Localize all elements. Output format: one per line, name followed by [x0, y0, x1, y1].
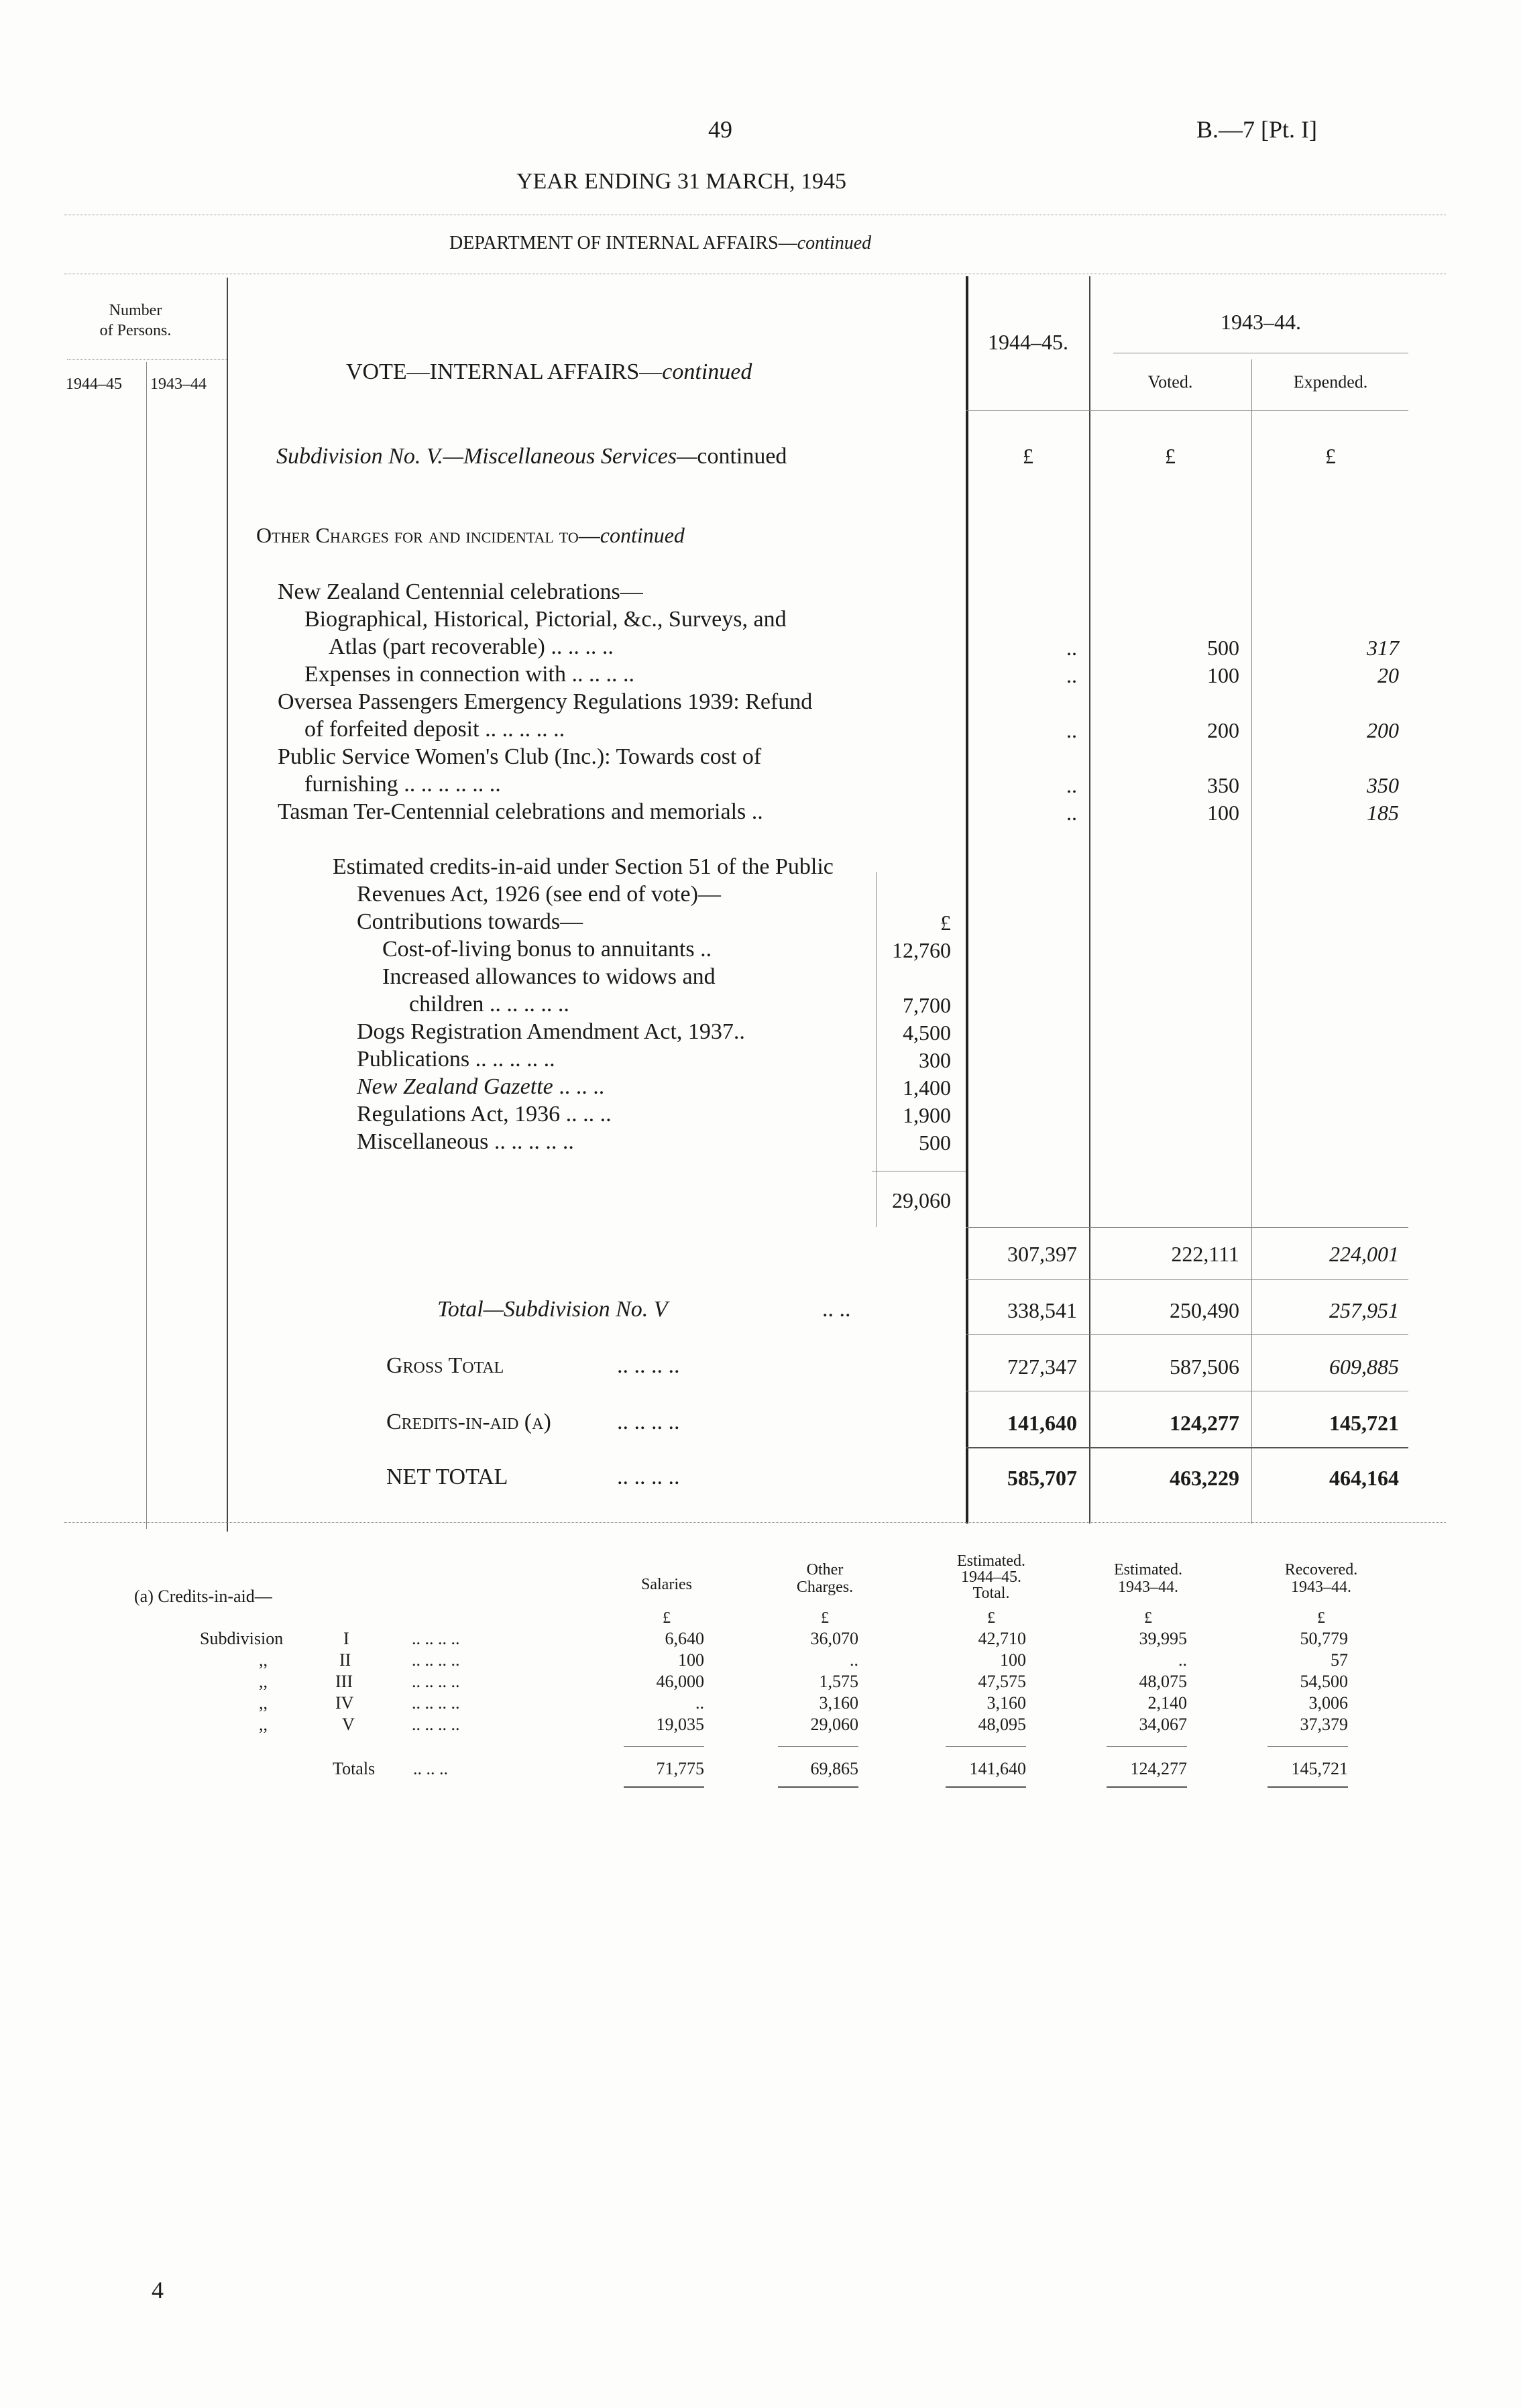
footnote-double-rule-rec	[1268, 1786, 1348, 1788]
footnote-total-rule-est	[946, 1746, 1026, 1747]
footnote-row-salaries: 19,035	[656, 1715, 704, 1734]
footnote-row-est43: 2,140	[1147, 1693, 1187, 1713]
footnote-header-est-line1: Estimated.	[957, 1552, 1025, 1570]
footnote-header-other-line2: Charges.	[796, 1579, 854, 1596]
credits-contributions-label: Contributions towards—	[357, 909, 583, 934]
persons-year-1944-45: 1944–45	[66, 376, 122, 393]
item-estimate: ..	[1066, 801, 1077, 825]
credits-in-aid-dots: .. .. .. ..	[617, 1410, 680, 1434]
net-total-label: NET TOTAL	[386, 1465, 508, 1489]
credits-in-aid-label: Credits-in-aid (a)	[386, 1410, 551, 1434]
item-text: Atlas (part recoverable) .. .. .. ..	[329, 634, 614, 659]
item-voted: 100	[1207, 663, 1239, 687]
total-subdivision-voted: 250,490	[1170, 1298, 1239, 1322]
footnote-row-number: V	[342, 1715, 355, 1734]
item-text: Tasman Ter-Centennial celebrations and memorials ..	[278, 799, 763, 824]
credits-intro-line1: Estimated credits-in-aid under Section 51 of the Public	[333, 854, 834, 879]
credit-line-text: Dogs Registration Amendment Act, 1937..	[357, 1019, 745, 1044]
footnote-header-recovered	[1261, 1561, 1382, 1596]
item-text: New Zealand Centennial celebrations—	[278, 579, 643, 604]
estimate-year-header: 1944–45.	[988, 330, 1068, 354]
footnote-row-rec: 57	[1331, 1650, 1348, 1670]
credit-line-text: Increased allowances to widows and	[382, 964, 716, 989]
footnote-row-other: 36,070	[810, 1629, 858, 1648]
footnote-total-rule-other	[778, 1746, 858, 1747]
item-voted: 500	[1207, 636, 1239, 660]
footnote-total-rule-rec	[1268, 1746, 1348, 1747]
credit-line-text-italic: New Zealand Gazette	[357, 1074, 553, 1099]
footnote-row-salaries: 100	[678, 1650, 704, 1670]
footnote-row-salaries: ..	[695, 1693, 704, 1713]
footnote-double-rule-est	[946, 1786, 1026, 1788]
footnote-label: (a) Credits-in-aid—	[134, 1587, 272, 1606]
subtotal-estimate: 307,397	[1007, 1242, 1077, 1266]
subtotal-rule	[966, 1227, 1408, 1228]
footnote-double-rule-other	[778, 1786, 858, 1788]
number-of-persons-line2: of Persons.	[99, 322, 172, 339]
credits-in-aid-expended: 145,721	[1329, 1411, 1399, 1435]
item-estimate: ..	[1066, 636, 1077, 660]
vote-title-main: VOTE—INTERNAL AFFAIRS—	[346, 359, 663, 384]
footnote-row-label: ,,	[259, 1672, 268, 1691]
footnote-row-dots: .. .. .. ..	[412, 1629, 460, 1648]
footnote-row-salaries: 6,640	[665, 1629, 704, 1648]
footnote-row-est43: 39,995	[1139, 1629, 1187, 1648]
item-voted: 100	[1207, 801, 1239, 825]
column-header-bottom-rule	[966, 410, 1408, 411]
total-subdivision-label: Total—Subdivision No. V	[437, 1297, 668, 1322]
credit-line-value: 300	[919, 1048, 951, 1072]
item-text: Biographical, Historical, Pictorial, &c., Surveys, and	[304, 607, 787, 632]
footnote-header-other-line1: Other	[806, 1561, 844, 1579]
credits-in-aid-voted: 124,277	[1170, 1411, 1239, 1435]
footnote-row-number: I	[343, 1629, 349, 1648]
gross-total-estimate: 727,347	[1007, 1355, 1077, 1379]
subdivision-title-plain: continued	[697, 444, 787, 469]
footnote-row-number: IV	[335, 1693, 354, 1713]
persons-column-border	[227, 278, 228, 1532]
item-estimate: ..	[1066, 663, 1077, 687]
subtotal-voted: 222,111	[1171, 1242, 1239, 1266]
footnote-row-est: 48,095	[978, 1715, 1026, 1734]
page-footer-number: 4	[152, 2277, 164, 2303]
footnote-row-est: 42,710	[978, 1629, 1026, 1648]
net-total-voted: 463,229	[1170, 1466, 1239, 1490]
item-expended: 317	[1367, 636, 1399, 660]
subtotal-expended: 224,001	[1329, 1242, 1399, 1266]
department-heading-main: DEPARTMENT OF INTERNAL AFFAIRS—	[449, 233, 797, 253]
gross-total-rule	[966, 1334, 1408, 1335]
footnote-row-other: 3,160	[819, 1693, 858, 1713]
footnote-totals-dots: .. .. ..	[413, 1759, 448, 1778]
footnote-row-other: 29,060	[810, 1715, 858, 1734]
footnote-header-estimated-1943-44	[1088, 1561, 1208, 1596]
footnote-row-dots: .. .. .. ..	[412, 1693, 460, 1713]
subtotal-bottom-rule	[966, 1279, 1408, 1280]
footnote-pound-other: £	[821, 1609, 829, 1627]
credit-line-text: Regulations Act, 1936 .. .. ..	[357, 1102, 612, 1127]
gross-total-voted: 587,506	[1170, 1355, 1239, 1379]
footnote-header-est43-line2: 1943–44.	[1118, 1579, 1178, 1596]
footnote-row-salaries: 46,000	[656, 1672, 704, 1691]
number-of-persons-line1: Number	[109, 302, 162, 319]
credit-line-value: 12,760	[892, 938, 951, 962]
voted-header: Voted.	[1147, 372, 1193, 392]
footnote-totals-rec: 145,721	[1291, 1759, 1348, 1778]
credit-line-value: 7,700	[903, 993, 951, 1017]
item-expended: 20	[1377, 663, 1399, 687]
credit-line-value: 1,400	[903, 1076, 951, 1100]
footnote-totals-label: Totals	[333, 1759, 376, 1778]
footnote-totals-est: 141,640	[969, 1759, 1026, 1778]
footnote-header-other	[771, 1561, 879, 1596]
credit-line-text: Miscellaneous .. .. .. .. ..	[357, 1129, 574, 1154]
credit-line-value: 1,900	[903, 1103, 951, 1127]
net-total-expended: 464,164	[1329, 1466, 1399, 1490]
item-text: furnishing .. .. .. .. .. ..	[304, 772, 501, 797]
footnote-row-dots: .. .. .. ..	[412, 1672, 460, 1691]
credit-line-text: Cost-of-living bonus to annuitants ..	[382, 937, 712, 962]
gross-total-dots: .. .. .. ..	[617, 1353, 680, 1378]
footnote-row-est43: ..	[1178, 1650, 1187, 1670]
footnote-pound-est43: £	[1144, 1609, 1152, 1627]
credit-line-value: 4,500	[903, 1021, 951, 1045]
footnote-total-rule-salaries	[624, 1746, 704, 1747]
number-of-persons-label	[64, 300, 207, 341]
document-reference: B.—7 [Pt. I]	[1196, 116, 1317, 143]
credits-total: 29,060	[892, 1188, 951, 1212]
item-voted: 200	[1207, 718, 1239, 742]
vote-title	[346, 358, 752, 386]
item-expended: 185	[1367, 801, 1399, 825]
footnote-header-estimated-1944-45	[931, 1553, 1052, 1601]
footnote-header-est43-line1: Estimated.	[1114, 1561, 1182, 1579]
footnote-row-rec: 54,500	[1300, 1672, 1348, 1691]
total-subdivision-estimate: 338,541	[1007, 1298, 1077, 1322]
voted-expended-divider	[1251, 359, 1252, 1524]
footnote-row-number: III	[335, 1672, 353, 1691]
estimate-pound-sign: £	[1023, 444, 1033, 468]
item-text: of forfeited deposit .. .. .. .. ..	[304, 717, 565, 742]
page-number: 49	[708, 116, 732, 143]
footnote-row-label: ,,	[259, 1693, 268, 1713]
footnote-header-salaries: Salaries	[641, 1576, 692, 1593]
item-text: Expenses in connection with .. .. .. ..	[304, 662, 634, 687]
footnote-pound-est: £	[987, 1609, 995, 1627]
vote-title-italic: continued	[662, 359, 752, 384]
credit-line-text	[357, 1073, 604, 1100]
footnote-header-rec-line2: 1943–44.	[1291, 1579, 1351, 1596]
footnote-row-label: ,,	[259, 1650, 268, 1670]
item-text: Public Service Women's Club (Inc.): Towards cost of	[278, 744, 762, 769]
credits-intro-line2: Revenues Act, 1926 (see end of vote)—	[357, 882, 721, 907]
total-subdivision-expended: 257,951	[1329, 1298, 1399, 1322]
department-heading	[449, 232, 871, 255]
footnote-row-est43: 34,067	[1139, 1715, 1187, 1734]
other-charges-heading	[256, 522, 685, 549]
subdivision-title	[276, 443, 787, 470]
footnote-row-est: 3,160	[987, 1693, 1026, 1713]
credit-line-text-suffix: .. .. ..	[553, 1074, 605, 1099]
credits-pound-sign: £	[940, 911, 951, 935]
item-estimate: ..	[1066, 773, 1077, 797]
item-estimate: ..	[1066, 718, 1077, 742]
persons-year-divider	[146, 362, 147, 1529]
footnote-row-number: II	[339, 1650, 351, 1670]
other-charges-heading-main: Other Charges for and incidental to—	[256, 523, 600, 547]
subdivision-title-italic: Subdivision No. V.—Miscellaneous Services—	[276, 444, 697, 469]
footnote-double-rule-salaries	[624, 1786, 704, 1788]
footnote-double-rule-est43	[1107, 1786, 1187, 1788]
expended-header: Expended.	[1293, 372, 1368, 392]
footnote-header-est-line3: Total.	[972, 1585, 1010, 1602]
prior-year-header: 1943–44.	[1221, 310, 1301, 334]
footnote-row-est43: 48,075	[1139, 1672, 1187, 1691]
footnote-row-other: 1,575	[819, 1672, 858, 1691]
footnote-totals-other: 69,865	[810, 1759, 858, 1778]
estimate-column-left-border	[966, 276, 968, 1524]
net-total-rule	[966, 1447, 1408, 1448]
footnote-pound-rec: £	[1317, 1609, 1325, 1627]
voted-pound-sign: £	[1165, 444, 1176, 468]
footnote-pound-salaries: £	[663, 1609, 671, 1627]
table-bottom-rule	[64, 1522, 1446, 1523]
footnote-row-label: ,,	[259, 1715, 268, 1734]
footnote-row-dots: .. .. .. ..	[412, 1650, 460, 1670]
footnote-row-dots: .. .. .. ..	[412, 1715, 460, 1734]
total-subdivision-dots: .. ..	[822, 1297, 851, 1322]
footnote-row-rec: 50,779	[1300, 1629, 1348, 1648]
footnote-total-rule-est43	[1107, 1746, 1187, 1747]
footnote-row-other: ..	[850, 1650, 858, 1670]
footnote-row-est: 47,575	[978, 1672, 1026, 1691]
item-text: Oversea Passengers Emergency Regulations 1939: Refund	[278, 689, 813, 714]
persons-year-1943-44: 1943–44	[150, 376, 207, 393]
persons-header-rule	[67, 359, 227, 360]
credit-line-text: Publications .. .. .. .. ..	[357, 1047, 555, 1072]
item-voted: 350	[1207, 773, 1239, 797]
credit-line-text: children .. .. .. .. ..	[409, 992, 569, 1017]
expended-pound-sign: £	[1325, 444, 1336, 468]
credit-line-value: 500	[919, 1131, 951, 1155]
footnote-row-label: Subdivision	[200, 1629, 284, 1648]
page-title: YEAR ENDING 31 MARCH, 1945	[516, 169, 847, 194]
item-expended: 200	[1367, 718, 1399, 742]
footnote-row-rec: 3,006	[1308, 1693, 1348, 1713]
item-expended: 350	[1367, 773, 1399, 797]
footnote-totals-salaries: 71,775	[656, 1759, 704, 1778]
net-total-estimate: 585,707	[1007, 1466, 1077, 1490]
footnote-header-rec-line1: Recovered.	[1284, 1561, 1358, 1579]
footnote-row-est: 100	[1000, 1650, 1026, 1670]
other-charges-heading-italic: continued	[600, 523, 685, 547]
credits-in-aid-estimate: 141,640	[1007, 1411, 1077, 1435]
footnote-totals-est43: 124,277	[1130, 1759, 1187, 1778]
footnote-header-est-line2: 1944–45.	[961, 1568, 1021, 1586]
footnote-row-rec: 37,379	[1300, 1715, 1348, 1734]
gross-total-label: Gross Total	[386, 1353, 504, 1378]
net-total-dots: .. .. .. ..	[617, 1465, 680, 1489]
gross-total-expended: 609,885	[1329, 1355, 1399, 1379]
department-heading-italic: continued	[797, 233, 872, 253]
